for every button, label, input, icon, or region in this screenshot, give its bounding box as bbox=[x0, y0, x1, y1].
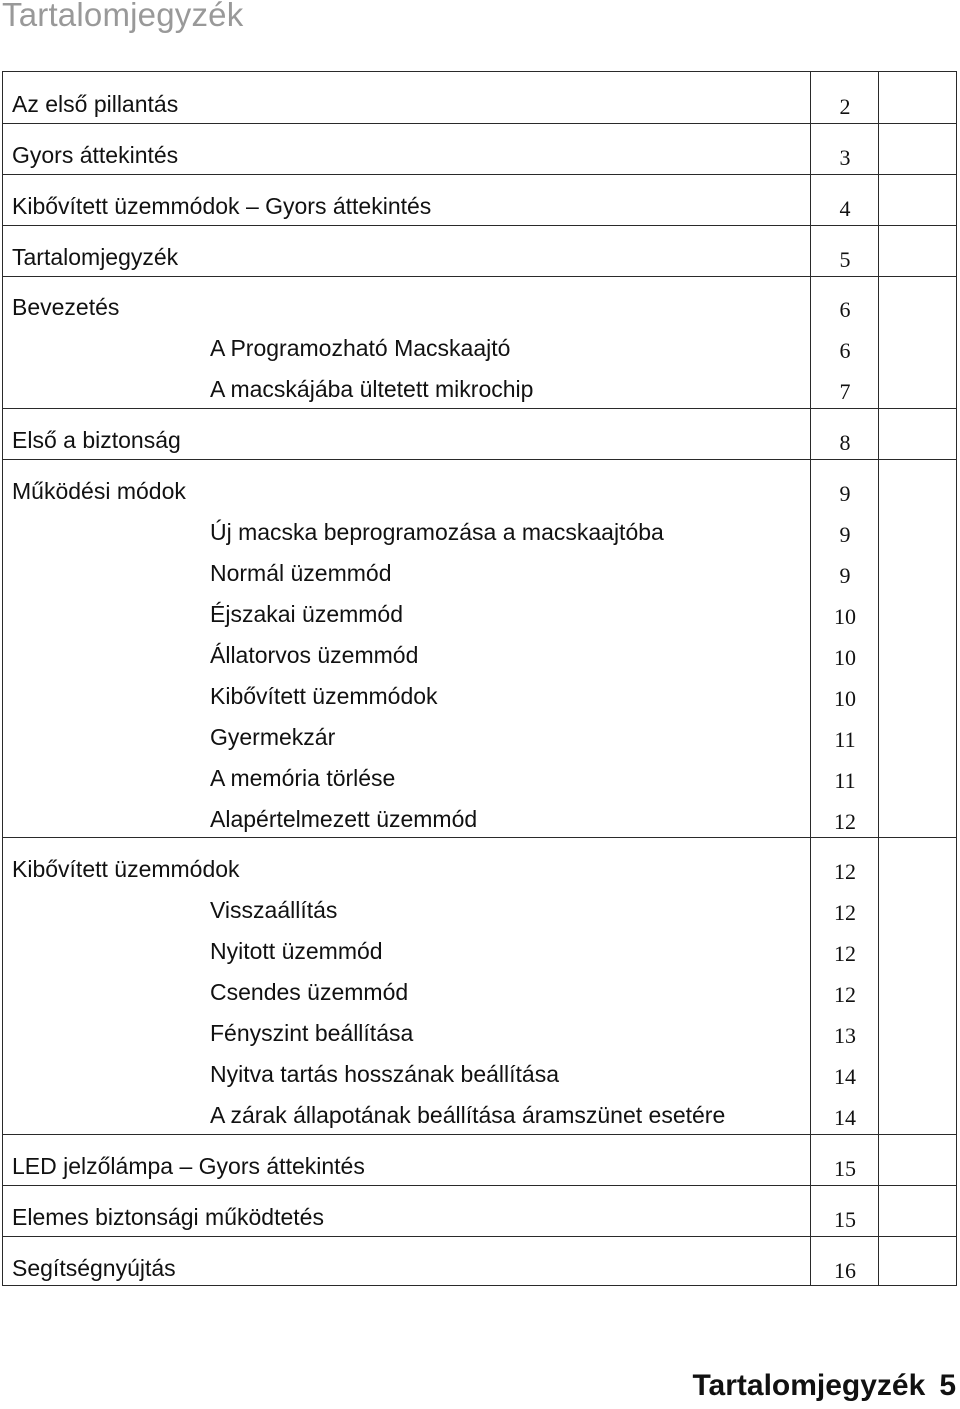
toc-entry-title: Éjszakai üzemmód bbox=[210, 601, 404, 627]
toc-subsection-row bbox=[3, 798, 956, 839]
toc-entry-title: A zárak állapotának beállítása áramszünet esetére bbox=[210, 1102, 726, 1128]
toc-page-number: 12 bbox=[834, 809, 856, 834]
toc-page-number: 6 bbox=[839, 338, 851, 363]
toc-entry-title: Segítségnyújtás bbox=[12, 1255, 176, 1281]
toc-subsection-row bbox=[3, 1053, 956, 1094]
toc-page-number: 12 bbox=[834, 982, 856, 1007]
toc-page-number: 8 bbox=[839, 430, 851, 455]
toc-entry-title: Első a biztonság bbox=[12, 427, 181, 453]
toc-page-number: 12 bbox=[834, 859, 856, 884]
toc-entry-title: Visszaállítás bbox=[210, 897, 338, 923]
toc-section-row bbox=[3, 1247, 956, 1288]
toc-entry-title: Gyors áttekintés bbox=[12, 142, 179, 168]
page-heading: Tartalomjegyzék bbox=[2, 0, 244, 33]
toc-entry-title: Az első pillantás bbox=[12, 91, 179, 117]
toc-entry-title: Csendes üzemmód bbox=[210, 979, 409, 1005]
toc-section-row bbox=[3, 848, 956, 889]
footer-page-number: 5 bbox=[939, 1369, 956, 1402]
toc-subsection-row bbox=[3, 368, 956, 409]
toc-entry-title: Elemes biztonsági működtetés bbox=[12, 1204, 324, 1230]
toc-subsection-row bbox=[3, 930, 956, 971]
toc-entry-title: Kibővített üzemmódok bbox=[210, 683, 438, 709]
toc-entry-title: Normál üzemmód bbox=[210, 560, 392, 586]
toc-page-number: 10 bbox=[834, 604, 856, 629]
table-of-contents bbox=[2, 71, 957, 1286]
toc-section-row bbox=[3, 83, 956, 124]
toc-entry-title: A Programozható Macskaajtó bbox=[210, 335, 511, 361]
toc-section-row bbox=[3, 1196, 956, 1237]
toc-subsection-row bbox=[3, 327, 956, 368]
toc-entry-title: Fényszint beállítása bbox=[210, 1020, 414, 1046]
toc-entry-title: LED jelzőlámpa – Gyors áttekintés bbox=[12, 1153, 365, 1179]
toc-subsection-row bbox=[3, 552, 956, 593]
toc-subsection-row bbox=[3, 675, 956, 716]
toc-entry-title: Tartalomjegyzék bbox=[12, 244, 179, 270]
toc-page-number: 11 bbox=[834, 727, 856, 752]
toc-page-number: 5 bbox=[839, 247, 851, 272]
toc-entry-title: Működési módok bbox=[12, 478, 186, 504]
toc-entry-title: A macskájába ültetett mikrochip bbox=[210, 376, 534, 402]
toc-section-row bbox=[3, 470, 956, 511]
footer-title: Tartalomjegyzék bbox=[692, 1369, 926, 1402]
toc-page-number: 16 bbox=[834, 1258, 856, 1283]
toc-entry-title: Kibővített üzemmódok bbox=[12, 856, 240, 882]
toc-page-number: 15 bbox=[834, 1156, 856, 1181]
toc-subsection-row bbox=[3, 511, 956, 552]
page-footer bbox=[692, 1369, 956, 1403]
toc-entry-title: Nyitott üzemmód bbox=[210, 938, 383, 964]
toc-subsection-row bbox=[3, 716, 956, 757]
toc-page-number: 14 bbox=[834, 1105, 856, 1130]
toc-page-number: 12 bbox=[834, 900, 856, 925]
toc-section-row bbox=[3, 419, 956, 460]
toc-page-number: 10 bbox=[834, 686, 856, 711]
toc-entry-title: Alapértelmezett üzemmód bbox=[210, 806, 478, 832]
toc-page-number: 3 bbox=[839, 145, 851, 170]
toc-entry-title: Nyitva tartás hosszának beállítása bbox=[210, 1061, 560, 1087]
toc-page-number: 9 bbox=[839, 522, 851, 547]
toc-page-number: 15 bbox=[834, 1207, 856, 1232]
toc-section-row bbox=[3, 185, 956, 226]
toc-page-number: 6 bbox=[839, 297, 851, 322]
toc-subsection-row bbox=[3, 971, 956, 1012]
toc-page-number: 7 bbox=[839, 379, 851, 404]
toc-page-number: 2 bbox=[839, 94, 851, 119]
toc-subsection-row bbox=[3, 1012, 956, 1053]
toc-entry-title: Állatorvos üzemmód bbox=[210, 642, 419, 668]
toc-subsection-row bbox=[3, 593, 956, 634]
toc-page-number: 9 bbox=[839, 563, 851, 588]
toc-subsection-row bbox=[3, 889, 956, 930]
toc-section-row bbox=[3, 236, 956, 277]
toc-entry-title: Kibővített üzemmódok – Gyors áttekintés bbox=[12, 193, 432, 219]
toc-subsection-row bbox=[3, 1094, 956, 1135]
toc-page-number: 9 bbox=[839, 481, 851, 506]
toc-entry-title: A memória törlése bbox=[210, 765, 396, 791]
toc-page-number: 12 bbox=[834, 941, 856, 966]
toc-section-row bbox=[3, 1145, 956, 1186]
toc-page-number: 4 bbox=[839, 196, 851, 221]
toc-page-number: 14 bbox=[834, 1064, 856, 1089]
toc-section-row bbox=[3, 286, 956, 327]
toc-section-row bbox=[3, 134, 956, 175]
toc-subsection-row bbox=[3, 634, 956, 675]
toc-entry-title: Bevezetés bbox=[12, 294, 120, 320]
toc-entry-title: Új macska beprogramozása a macskaajtóba bbox=[210, 519, 664, 545]
toc-page-number: 11 bbox=[834, 768, 856, 793]
toc-entry-title: Gyermekzár bbox=[210, 724, 336, 750]
toc-page-number: 10 bbox=[834, 645, 856, 670]
toc-page-number: 13 bbox=[834, 1023, 856, 1048]
toc-subsection-row bbox=[3, 757, 956, 798]
